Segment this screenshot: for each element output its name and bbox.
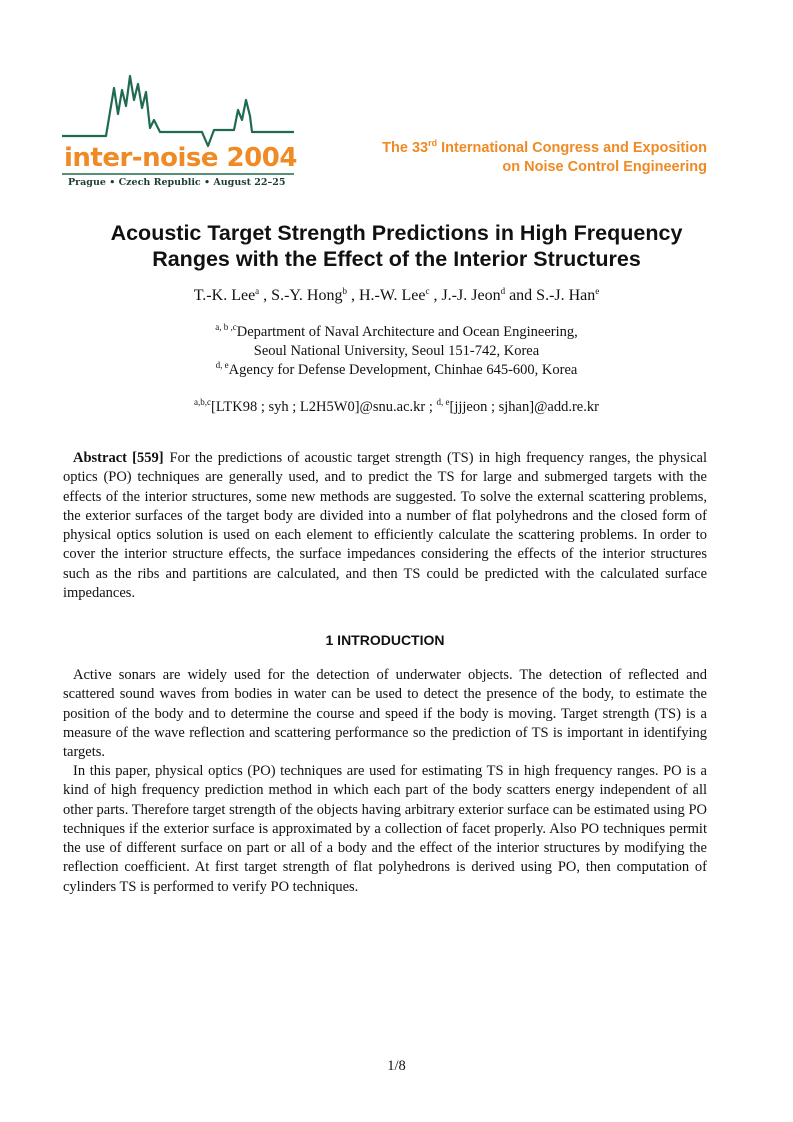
abstract-text: For the predictions of acoustic target strength (TS) in high frequency ranges, the physical optics (PO) techniques are generally used, and to predict the TS for large and submerged targets with the effects of the interior structures, some new methods are suggested. To solve the external scattering problems, the exterior surfaces of the target body are divided into a number of flat polyhedrons and the closed form of physical optics solution is used on each element to efficiently calculate the scattering problems. In order to cover the interior structure effects, the surface impedances considering the effects of the interior structures such as the ribs and partitions are calculated, and then TS could be predicted with the calculated surface impedances. — [63, 450, 707, 602]
email2: [jjjeon ; sjhan]@add.re.kr — [449, 399, 599, 415]
email2-sup: d, e — [436, 397, 450, 407]
title-line-1: Acoustic Target Strength Predictions in High Frequency — [110, 221, 683, 245]
paper-title — [60, 220, 733, 272]
city-skyline-icon — [62, 70, 294, 192]
conference-logo — [62, 70, 297, 192]
abstract-label: Abstract [559] — [73, 450, 164, 466]
author: T.-K. Lee — [193, 287, 256, 304]
intro-paragraph-1: Active sonars are widely used for the detection of underwater objects. The detection of reflected and scattered sound waves from bodies in water can be used to detect the presence of the body, to estimate the position of the body and to determine the course and speed if the body is moving. Target strength (TS) is a measure of the wave reflection and scattering performance so the prediction of TS is important in identifying targets. — [63, 667, 707, 761]
author: H.-W. Lee — [358, 287, 426, 304]
author: S.-Y. Hong — [271, 287, 343, 304]
author-sup: e — [595, 286, 600, 296]
author-emails — [60, 398, 733, 417]
author-sup: c — [425, 286, 430, 296]
congress-line1: International Congress and Exposition — [437, 140, 707, 156]
affil1-sup: a, b ,c — [215, 322, 237, 332]
congress-ordinal-sup: rd — [428, 138, 438, 148]
author-separator: , — [259, 287, 272, 304]
author-separator: and — [505, 287, 537, 304]
author-separator: , — [346, 287, 359, 304]
author: J.-J. Jeon — [441, 287, 501, 304]
logo-wordmark: inter-noise 2004 — [64, 143, 297, 173]
affil2-line: Agency for Defense Development, Chinhae 645-600, Korea — [228, 362, 578, 378]
author: S.-J. Han — [536, 287, 596, 304]
title-line-2: Ranges with the Effect of the Interior Structures — [152, 247, 641, 271]
intro-paragraph-2: In this paper, physical optics (PO) techniques are used for estimating TS in high frequency ranges. PO is a kind of high frequency prediction method in which each part of the body scatters energy independent of all other parts. Therefore target strength of the objects having arbitrary exterior surface can be estimated using PO techniques if the exterior surface is approximated by a collection of facet properly. Also PO techniques permit the use of different surface on part or all of a body and the effect of the interior structures by modifying the reflection coefficient. At first target strength of flat polyhedrons is derived using PO, then computation of cylinders TS is performed to verify PO techniques. — [63, 763, 707, 895]
congress-line2: on Noise Control Engineering — [502, 159, 707, 175]
author-sup: d — [500, 286, 506, 296]
congress-heading — [327, 139, 707, 177]
affil1-line2: Seoul National University, Seoul 151-742, Korea — [253, 343, 540, 359]
author-separator: , — [429, 287, 442, 304]
logo-tagline: Prague • Czech Republic • August 22–25 — [68, 177, 286, 188]
affil2-sup: d, e — [215, 360, 229, 370]
author-list — [60, 286, 733, 306]
affil1-line1: Department of Naval Architecture and Ocean Engineering, — [236, 324, 578, 340]
page-number: 1/8 — [387, 1058, 406, 1074]
abstract-paragraph — [63, 449, 707, 603]
affiliations — [60, 323, 733, 380]
section-heading-introduction: 1 INTRODUCTION — [325, 632, 445, 648]
congress-ordinal: The 33 — [382, 140, 429, 156]
author-sup: a — [255, 286, 260, 296]
skyline-line — [62, 76, 294, 146]
email1-sup: a,b,c — [194, 397, 212, 407]
email1: [LTK98 ; syh ; L2H5W0]@snu.ac.kr ; — [211, 399, 437, 415]
author-sup: b — [342, 286, 347, 296]
